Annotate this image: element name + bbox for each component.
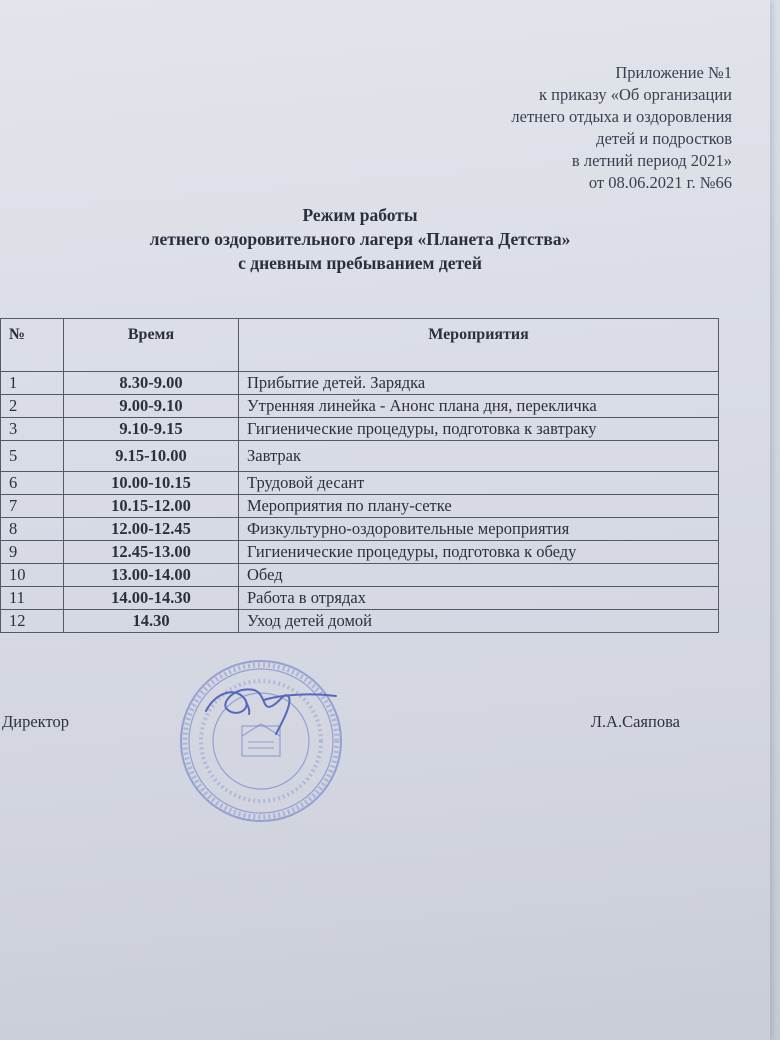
- row-number: 7: [1, 495, 64, 518]
- table-row: [1, 518, 719, 541]
- row-number: 1: [1, 372, 64, 395]
- header-activity: Мероприятия: [239, 319, 719, 372]
- document-title: [80, 203, 640, 275]
- table-header-row: [1, 319, 719, 372]
- appendix-line: от 08.06.2021 г. №66: [588, 173, 732, 192]
- row-number: 3: [1, 418, 64, 441]
- table-row: [1, 372, 719, 395]
- row-number: 9: [1, 541, 64, 564]
- row-activity: Мероприятия по плану-сетке: [239, 495, 719, 518]
- row-activity: Завтрак: [239, 441, 719, 472]
- row-activity: Гигиенические процедуры, подготовка к завтраку: [239, 418, 719, 441]
- header-time: Время: [64, 319, 239, 372]
- title-line: Режим работы: [302, 205, 418, 225]
- table-row: [1, 564, 719, 587]
- appendix-line: к приказу «Об организации: [539, 85, 732, 104]
- row-activity: Физкультурно-оздоровительные мероприятия: [239, 518, 719, 541]
- row-time: 12.45-13.00: [64, 541, 239, 564]
- appendix-line: в летний период 2021»: [571, 151, 732, 170]
- appendix-line: детей и подростков: [596, 129, 732, 148]
- row-activity: Работа в отрядах: [239, 587, 719, 610]
- row-number: 5: [1, 441, 64, 472]
- table-row: [1, 395, 719, 418]
- row-activity: Утренняя линейка - Анонс плана дня, перекличка: [239, 395, 719, 418]
- table-row: [1, 541, 719, 564]
- row-activity: Прибытие детей. Зарядка: [239, 372, 719, 395]
- appendix-line: летнего отдыха и оздоровления: [511, 107, 732, 126]
- row-number: 11: [1, 587, 64, 610]
- row-time: 8.30-9.00: [64, 372, 239, 395]
- table-row: [1, 587, 719, 610]
- schedule-table: [0, 318, 719, 633]
- row-number: 6: [1, 472, 64, 495]
- table-row: [1, 610, 719, 633]
- appendix-line: Приложение №1: [615, 63, 732, 82]
- row-time: 13.00-14.00: [64, 564, 239, 587]
- row-number: 8: [1, 518, 64, 541]
- appendix-header: [511, 62, 732, 194]
- row-time: 9.10-9.15: [64, 418, 239, 441]
- director-label: Директор: [2, 712, 69, 731]
- row-number: 12: [1, 610, 64, 633]
- title-line: с дневным пребыванием детей: [238, 253, 482, 273]
- table-row: [1, 441, 719, 472]
- row-number: 2: [1, 395, 64, 418]
- row-time: 10.15-12.00: [64, 495, 239, 518]
- row-activity: Обед: [239, 564, 719, 587]
- row-activity: Гигиенические процедуры, подготовка к обеду: [239, 541, 719, 564]
- row-activity: Трудовой десант: [239, 472, 719, 495]
- row-time: 9.00-9.10: [64, 395, 239, 418]
- row-time: 12.00-12.45: [64, 518, 239, 541]
- row-time: 14.30: [64, 610, 239, 633]
- table-row: [1, 472, 719, 495]
- row-activity: Уход детей домой: [239, 610, 719, 633]
- title-line: летнего оздоровительного лагеря «Планета Детства»: [149, 229, 571, 249]
- row-time: 14.00-14.30: [64, 587, 239, 610]
- row-time: 10.00-10.15: [64, 472, 239, 495]
- official-stamp-icon: [176, 656, 346, 826]
- header-number: №: [1, 319, 64, 372]
- table-row: [1, 418, 719, 441]
- table-row: [1, 495, 719, 518]
- director-name: Л.А.Саяпова: [590, 712, 680, 731]
- row-number: 10: [1, 564, 64, 587]
- row-time: 9.15-10.00: [64, 441, 239, 472]
